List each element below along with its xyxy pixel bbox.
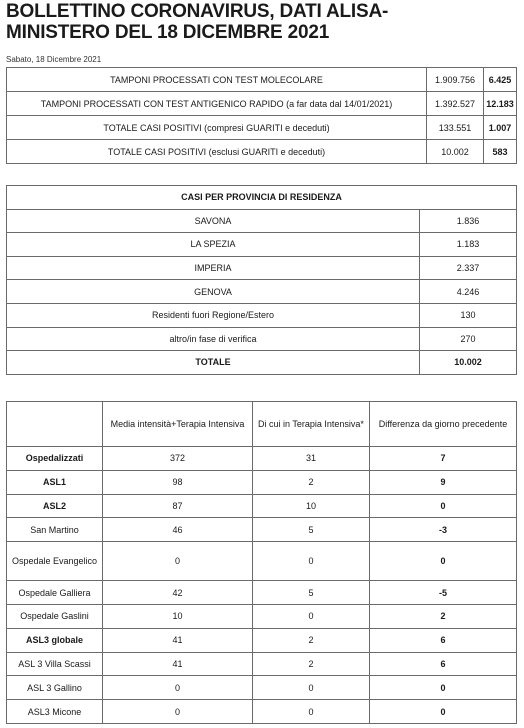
summary-row — [7, 140, 517, 164]
hospital-header-ti: Di cui in Terapia Intensiva* — [253, 402, 370, 447]
hospital-row — [7, 470, 517, 494]
hospital-media-value: 98 — [103, 470, 253, 494]
hospital-row — [7, 700, 517, 724]
hospital-row — [7, 581, 517, 605]
hospital-name: Ospedale Gaslini — [7, 604, 103, 628]
province-name: LA SPEZIA — [7, 233, 420, 257]
summary-total: 1.392.527 — [427, 92, 484, 116]
hospital-ti-value: 10 — [253, 494, 370, 518]
province-table — [6, 185, 517, 375]
summary-delta: 1.007 — [484, 116, 517, 140]
summary-total: 10.002 — [427, 140, 484, 164]
hospital-header-diff: Differenza da giorno precedente — [370, 402, 517, 447]
summary-delta: 12.183 — [484, 92, 517, 116]
hospital-diff-value: 0 — [370, 542, 517, 581]
province-value: 130 — [420, 303, 517, 327]
hospital-row — [7, 518, 517, 542]
province-total-value: 10.002 — [420, 351, 517, 375]
hospital-ti-value: 5 — [253, 518, 370, 542]
hospital-row — [7, 628, 517, 652]
summary-row — [7, 68, 517, 92]
hospital-media-value: 10 — [103, 604, 253, 628]
hospital-name: ASL3 globale — [7, 628, 103, 652]
summary-table — [6, 67, 517, 164]
province-row — [7, 280, 517, 304]
hospital-media-value: 46 — [103, 518, 253, 542]
hospital-diff-value: 0 — [370, 676, 517, 700]
hospital-name: Ospedale Evangelico — [7, 542, 103, 581]
province-value: 1.183 — [420, 233, 517, 257]
province-name: IMPERIA — [7, 256, 420, 280]
hospital-name: Ospedalizzati — [7, 447, 103, 471]
hospital-diff-value: 0 — [370, 700, 517, 724]
province-name: altro/in fase di verifica — [7, 327, 420, 351]
hospital-row — [7, 604, 517, 628]
hospital-diff-value: -3 — [370, 518, 517, 542]
province-value: 1.836 — [420, 209, 517, 233]
province-value: 4.246 — [420, 280, 517, 304]
summary-total: 133.551 — [427, 116, 484, 140]
hospital-row — [7, 447, 517, 471]
hospital-name: San Martino — [7, 518, 103, 542]
hospital-diff-value: 7 — [370, 447, 517, 471]
hospital-row — [7, 494, 517, 518]
province-total-label: TOTALE — [7, 351, 420, 375]
hospital-ti-value: 2 — [253, 628, 370, 652]
bulletin-title: BOLLETTINO CORONAVIRUS, DATI ALISA- MINISTERO DEL 18 DICEMBRE 2021 — [6, 1, 389, 43]
province-name: SAVONA — [7, 209, 420, 233]
province-row — [7, 233, 517, 257]
hospital-name: ASL 3 Gallino — [7, 676, 103, 700]
hospital-ti-value: 0 — [253, 676, 370, 700]
hospital-media-value: 42 — [103, 581, 253, 605]
hospital-table — [6, 401, 517, 724]
province-value: 270 — [420, 327, 517, 351]
hospital-name: ASL2 — [7, 494, 103, 518]
hospital-media-value: 41 — [103, 652, 253, 676]
hospital-ti-value: 0 — [253, 542, 370, 581]
hospital-diff-value: 0 — [370, 494, 517, 518]
province-row — [7, 303, 517, 327]
hospital-media-value: 0 — [103, 676, 253, 700]
summary-delta: 583 — [484, 140, 517, 164]
hospital-ti-value: 0 — [253, 604, 370, 628]
summary-label: TAMPONI PROCESSATI CON TEST MOLECOLARE — [7, 68, 427, 92]
hospital-row — [7, 676, 517, 700]
bulletin-date: Sabato, 18 Dicembre 2021 — [6, 55, 102, 64]
hospital-diff-value: 6 — [370, 652, 517, 676]
hospital-ti-value: 2 — [253, 470, 370, 494]
summary-total: 1.909.756 — [427, 68, 484, 92]
hospital-media-value: 0 — [103, 700, 253, 724]
hospital-name: ASL 3 Villa Scassi — [7, 652, 103, 676]
hospital-name: ASL3 Micone — [7, 700, 103, 724]
hospital-ti-value: 31 — [253, 447, 370, 471]
hospital-diff-value: 6 — [370, 628, 517, 652]
hospital-ti-value: 2 — [253, 652, 370, 676]
summary-label: TAMPONI PROCESSATI CON TEST ANTIGENICO RAPIDO (a far data dal 14/01/2021) — [7, 92, 427, 116]
hospital-media-value: 87 — [103, 494, 253, 518]
summary-delta: 6.425 — [484, 68, 517, 92]
hospital-header-row — [7, 402, 517, 447]
province-name: Residenti fuori Regione/Estero — [7, 303, 420, 327]
hospital-ti-value: 0 — [253, 700, 370, 724]
hospital-diff-value: 9 — [370, 470, 517, 494]
hospital-row — [7, 652, 517, 676]
hospital-name: Ospedale Galliera — [7, 581, 103, 605]
hospital-header-media: Media intensità+Terapia Intensiva — [103, 402, 253, 447]
summary-row — [7, 92, 517, 116]
summary-label: TOTALE CASI POSITIVI (compresi GUARITI e deceduti) — [7, 116, 427, 140]
hospital-row — [7, 542, 517, 581]
hospital-name: ASL1 — [7, 470, 103, 494]
province-row — [7, 327, 517, 351]
hospital-media-value: 372 — [103, 447, 253, 471]
summary-row — [7, 116, 517, 140]
hospital-ti-value: 5 — [253, 581, 370, 605]
province-total-row — [7, 351, 517, 375]
summary-label: TOTALE CASI POSITIVI (esclusi GUARITI e deceduti) — [7, 140, 427, 164]
province-value: 2.337 — [420, 256, 517, 280]
province-header-row — [7, 186, 517, 210]
province-header: CASI PER PROVINCIA DI RESIDENZA — [7, 186, 517, 210]
hospital-header-empty — [7, 402, 103, 447]
province-row — [7, 209, 517, 233]
hospital-media-value: 41 — [103, 628, 253, 652]
hospital-media-value: 0 — [103, 542, 253, 581]
province-row — [7, 256, 517, 280]
hospital-diff-value: 2 — [370, 604, 517, 628]
province-name: GENOVA — [7, 280, 420, 304]
hospital-diff-value: -5 — [370, 581, 517, 605]
